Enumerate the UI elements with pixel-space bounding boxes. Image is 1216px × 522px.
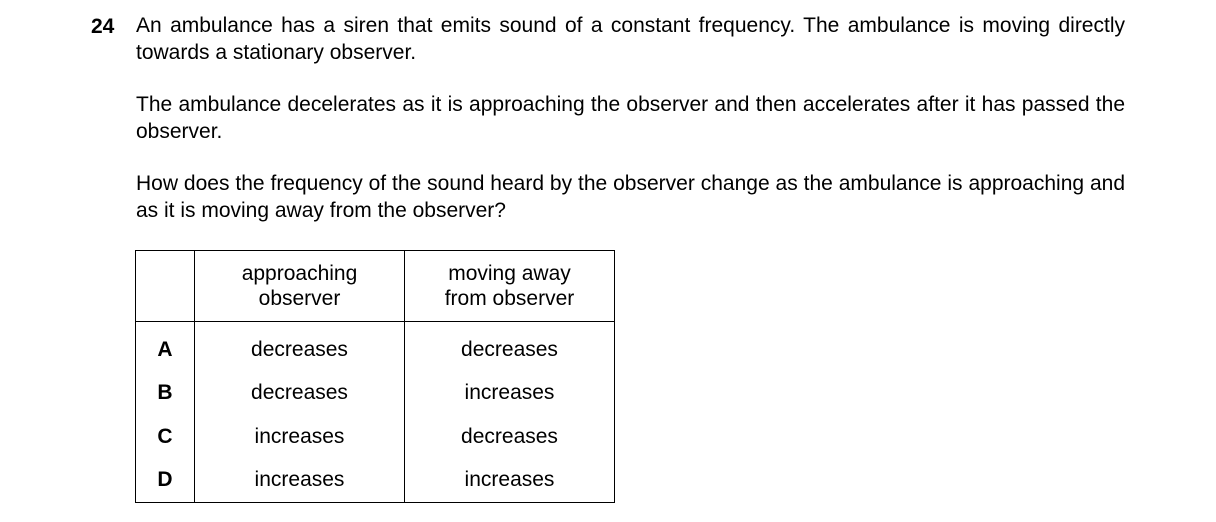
option-key[interactable]: D (136, 459, 195, 503)
table-header-row (136, 251, 615, 322)
option-approaching-value: increases (195, 459, 405, 503)
answer-options-table (135, 250, 615, 503)
header-approaching-line-2: observer (258, 287, 341, 310)
question-prompt: How does the frequency of the sound heard by the observer change as the ambulance is approaching and as it is moving away from the observer? (136, 172, 1125, 222)
header-approaching-observer (195, 251, 405, 322)
option-moving-away-value: increases (405, 372, 615, 416)
option-key[interactable]: B (136, 372, 195, 416)
option-approaching-value: decreases (195, 372, 405, 416)
header-moving-away-line-2: from observer (444, 287, 575, 310)
question-paragraph-2: The ambulance decelerates as it is approaching the observer and then accelerates after it has passed the observer. (136, 93, 1125, 143)
option-approaching-value: decreases (195, 322, 405, 372)
header-approaching-line-1: approaching (241, 262, 358, 285)
option-moving-away-value: decreases (405, 322, 615, 372)
header-moving-away (405, 251, 615, 322)
option-approaching-value: increases (195, 415, 405, 459)
option-row-a[interactable] (136, 322, 615, 372)
option-moving-away-value: increases (405, 459, 615, 503)
option-row-c[interactable] (136, 415, 615, 459)
header-empty-cell (136, 251, 195, 322)
option-key[interactable]: A (136, 322, 195, 372)
option-moving-away-value: decreases (405, 415, 615, 459)
option-row-b[interactable] (136, 372, 615, 416)
option-key[interactable]: C (136, 415, 195, 459)
question-paragraph-1: An ambulance has a siren that emits sound of a constant frequency. The ambulance is moving directly towards a stationary observer. (136, 14, 1125, 64)
question-number: 24 (91, 15, 115, 38)
header-moving-away-line-1: moving away (448, 262, 571, 285)
option-row-d[interactable] (136, 459, 615, 503)
